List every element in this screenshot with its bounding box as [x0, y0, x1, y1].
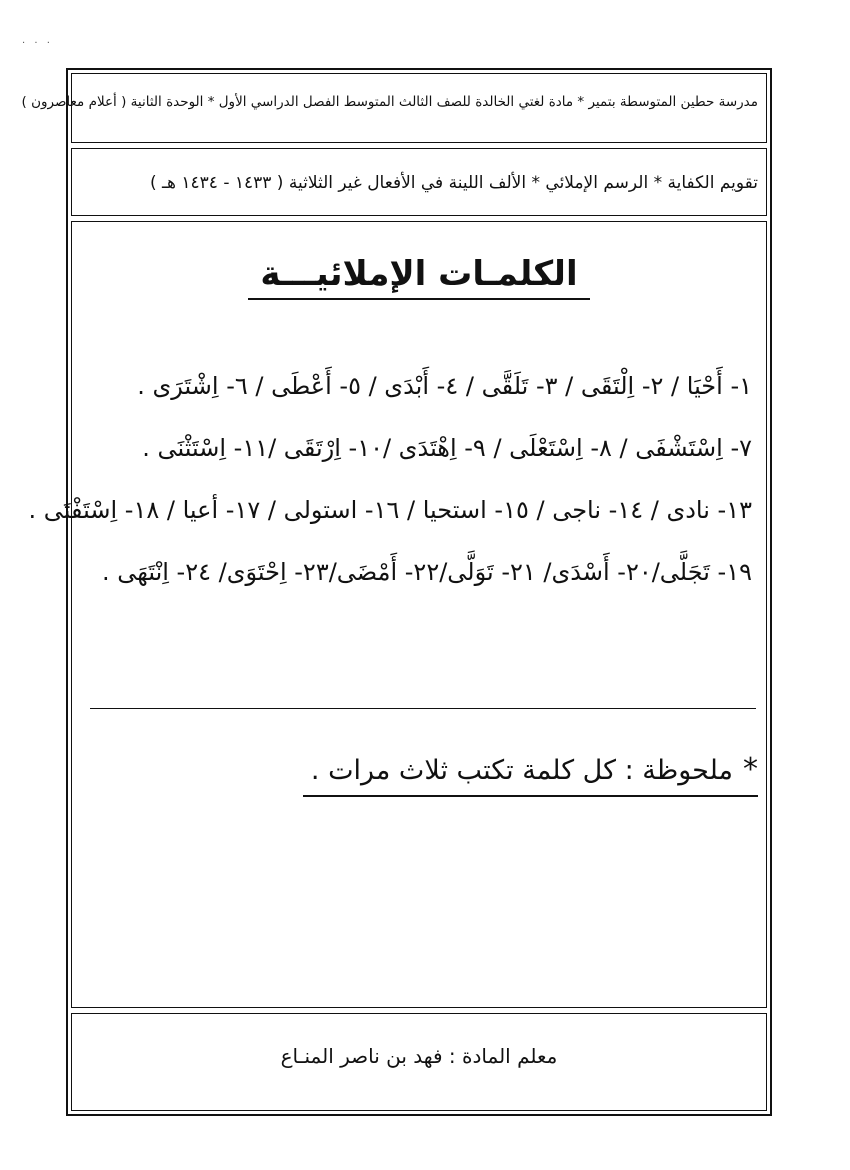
note — [303, 752, 758, 797]
word-line-4: ١٩- تَجَلَّى/٢٠- أَسْدَى/ ٢١- تَوَلَّى/٢٢- أَمْضَى/٢٣- اِحْتَوَى/ ٢٤- اِنْتَهَى . — [102, 558, 752, 586]
subject-text: تقويم الكفاية * الرسم الإملائي * الألف اللينة في الأفعال غير الثلاثية ( ١٤٣٣ - ١٤٣٤ هـ ) — [150, 173, 758, 193]
page-title-text: الكلمـات الإملائيـــة — [248, 254, 589, 300]
note-text: ملحوظة : كل كلمة تكتب ثلاث مرات . — [310, 755, 733, 786]
word-line-3: ١٣- نادى / ١٤- ناجى / ١٥- استحيا / ١٦- استولى / ١٧- أعيا / ١٨- اِسْتَفْتَى . — [28, 496, 752, 524]
page-title — [72, 254, 766, 300]
school-header-box — [21, 73, 767, 143]
content-box — [28, 221, 767, 1008]
teacher-name: معلم المادة : فهد بن ناصر المنـاع — [280, 1044, 558, 1068]
star-icon: * — [743, 752, 758, 787]
word-line-2: ٧- اِسْتَشْفَى / ٨- اِسْتَعْلَى / ٩- اِهْتَدَى /١٠- اِرْتَقَى /١١- اِسْتَثْنَى . — [142, 434, 752, 462]
teacher-box — [71, 1013, 767, 1111]
word-line-1: ١- أَحْيَا / ٢- اِلْتَقَى / ٣- تَلَقَّى / ٤- أَبْدَى / ٥- أَعْطَى / ٦- اِشْتَرَى . — [137, 372, 752, 400]
section-divider — [90, 708, 756, 709]
corner-mark: · · · — [22, 38, 53, 49]
school-header-text: مدرسة حطين المتوسطة بتمير * مادة لغتي الخالدة للصف الثالث المتوسط الفصل الدراسي الأول * الوحدة الثانية ( أعلام معاصرون ) — [21, 94, 758, 110]
subject-box — [71, 148, 767, 216]
word-list — [28, 372, 752, 620]
